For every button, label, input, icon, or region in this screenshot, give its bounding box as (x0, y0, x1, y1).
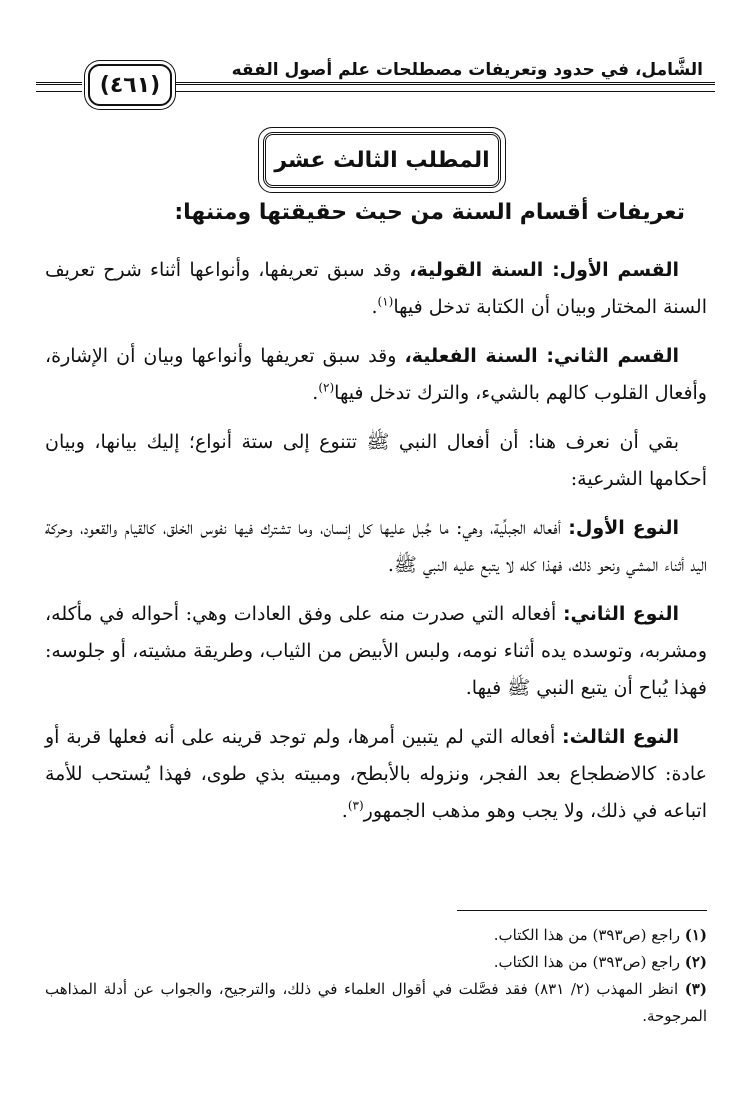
footnote-number: (٣) (684, 980, 707, 998)
footnote-number: (٢) (684, 953, 707, 971)
section-title (263, 132, 501, 188)
paragraph-text: وقد سبق تعريفها وأنواعها وبيان أن الإشارة، وأفعال القلوب كالهم بالشيء، والترك تدخل فيها (45, 345, 707, 404)
paragraph (45, 719, 707, 830)
paragraph-lead: النوع الثالث: (561, 726, 679, 748)
paragraph-text: وقد سبق تعريفها، وأنواعها أثناء شرح تعريف السنة المختار وبيان أن الكتابة تدخل فيها (45, 259, 707, 318)
paragraph-text: بقي أن نعرف هنا: أن أفعال النبي ﷺ تتنوع إلى ستة أنواع؛ إليك بيانها، وبيان أحكامها الشرعية: (45, 431, 707, 490)
footnote-number: (١) (684, 926, 707, 944)
paragraph-text: أفعاله التي صدرت منه على وفق العادات وهي: أحواله في مأكله، ومشربه، وتوسده يده أثناء نومه، ولبس الأبيض من الثياب، وطريقة مشيته، أو جلوسه: فهذا يُباح أن يتبع النبي ﷺ فيها. (45, 603, 707, 699)
footnote (45, 976, 707, 1030)
footnote-text: انظر المهذب (٢/ ٨٣١) فقد فصَّلت في أقوال العلماء في ذلك، والترجيح، والجواب عن أدلة المذاهب المرجوحة. (45, 980, 707, 1025)
header-rule-left (36, 82, 82, 92)
paragraph-tail: . (312, 382, 319, 404)
footnote-text: راجع (ص٣٩٣) من هذا الكتاب. (493, 926, 680, 944)
paragraph (45, 252, 707, 326)
footnote (45, 949, 707, 976)
paragraph-lead: القسم الأول: السنة القولية، (409, 259, 680, 281)
page-number: (٤٦١) (88, 64, 172, 106)
paragraph-lead: النوع الأول: (568, 517, 679, 539)
paragraph (45, 338, 707, 412)
paragraph-tail: . (341, 800, 348, 822)
paragraph-text: أفعاله التي لم يتبين أمرها، ولم توجد قرينه على أنه فعلها قربة أو عادة: كالاضطجاع بعد الفجر، ونزوله بالأبطح، ومبيته بذي طوى، فهذا يُستحب للأمة اتباعه في ذلك، ولا يجب وهو مذهب الجمهور (45, 726, 707, 822)
paragraph-text: أفعاله الجبلِّية، وهي: ما جُبل عليها كل إنسان، وما تشترك فيها نفوس الخلق، كالقيام والقعود، وحركة اليد أثناء المشي ونحو ذلك، فهذا كله لا يتبع عليه النبي ﷺ. (45, 517, 707, 576)
footnotes (45, 922, 707, 1030)
section-title-text: المطلب الثالث عشر (274, 147, 490, 173)
footnote-ref: (٣) (347, 798, 364, 813)
footnote-rule (457, 910, 707, 911)
paragraph (45, 510, 707, 584)
header-rule (170, 82, 715, 92)
footnote-ref: (١) (377, 294, 394, 309)
footnote (45, 922, 707, 949)
footnote-ref: (٢) (318, 380, 335, 395)
paragraph (45, 424, 707, 498)
paragraph (45, 596, 707, 707)
paragraph-lead: القسم الثاني: السنة الفعلية، (404, 345, 680, 367)
subheading: تعريفات أقسام السنة من حيث حقيقتها ومتنها: (174, 200, 685, 225)
body-text (45, 252, 707, 842)
paragraph-lead: النوع الثاني: (562, 603, 679, 625)
footnote-text: راجع (ص٣٩٣) من هذا الكتاب. (493, 953, 680, 971)
paragraph-tail: . (371, 296, 378, 318)
running-header-title: الشَّامل، في حدود وتعريفات مصطلحات علم أصول الفقه (231, 60, 703, 80)
